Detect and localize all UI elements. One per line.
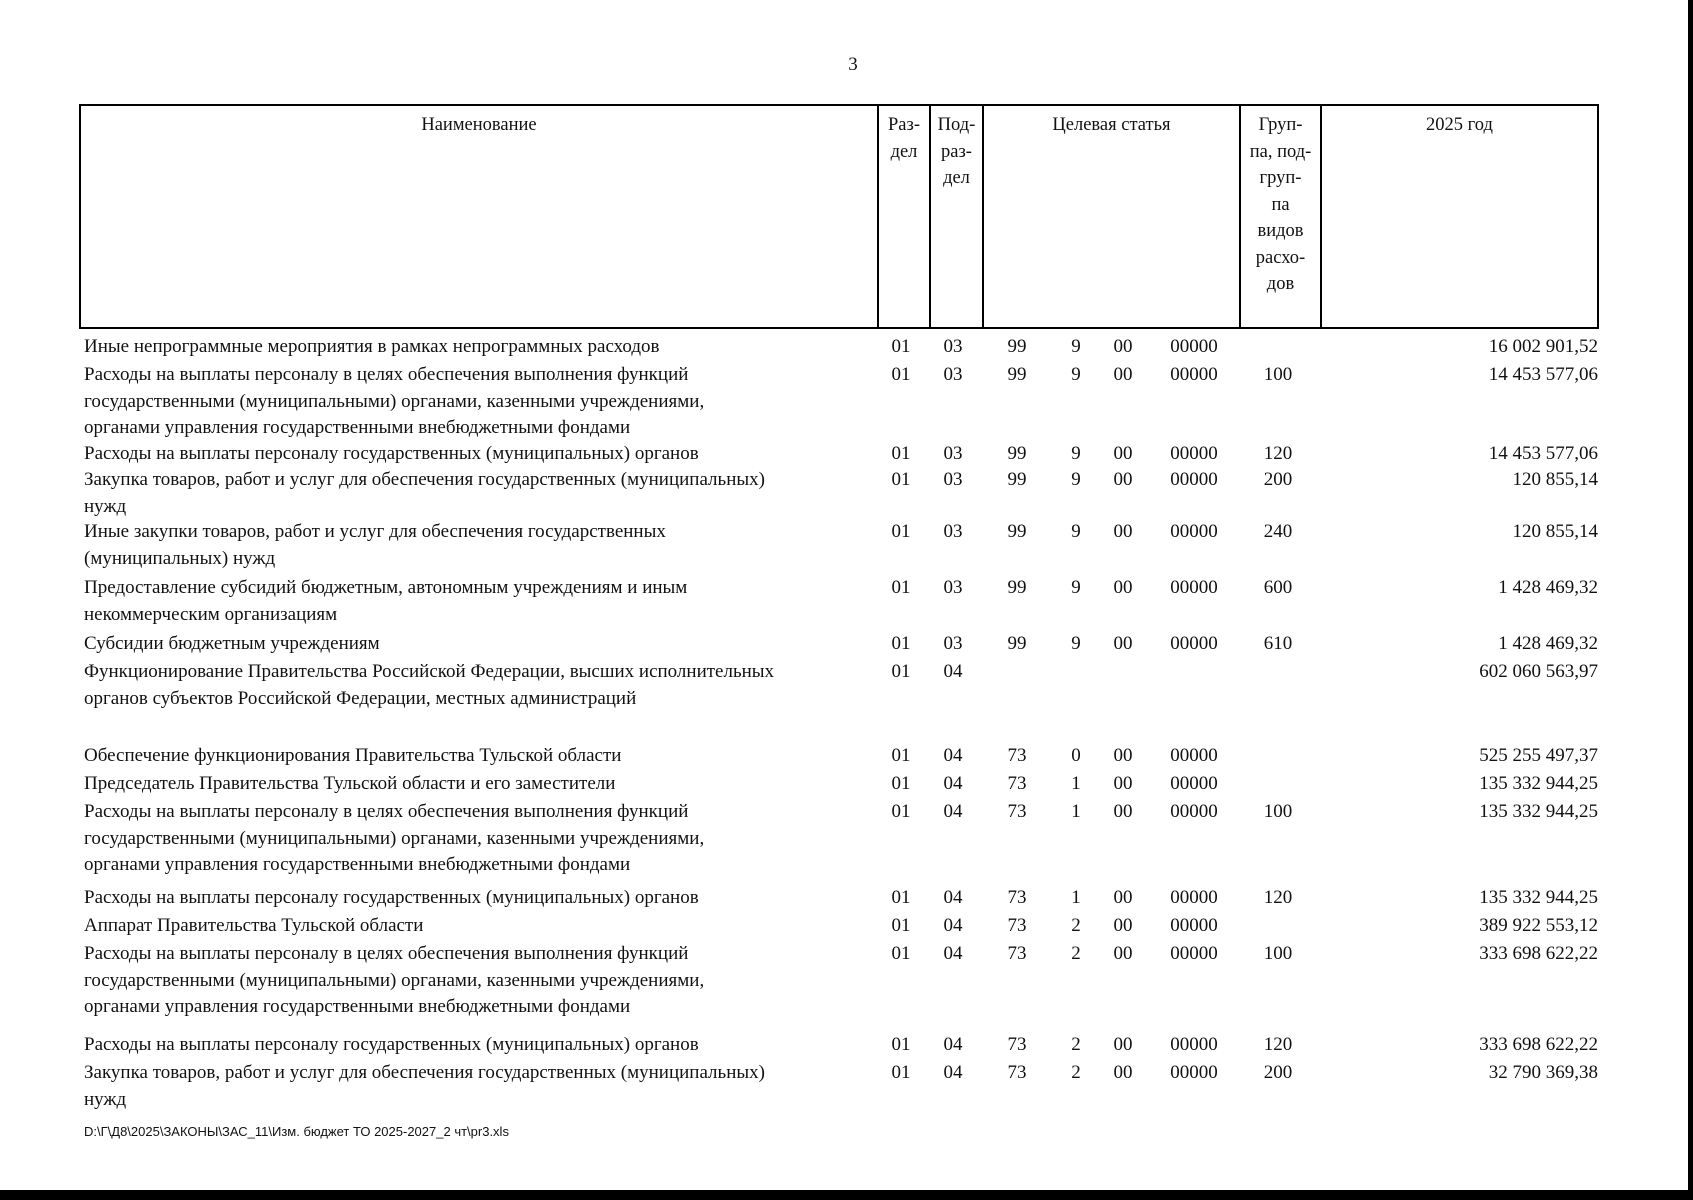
podrazdel-cell: 04: [943, 773, 963, 794]
podrazdel-cell: 03: [943, 364, 963, 385]
amount-cell: 14 453 577,06: [1488, 364, 1598, 385]
target-code-cell: 00000: [1170, 745, 1218, 766]
name-line: Расходы на выплаты персоналу государственных (муниципальных) органов: [84, 443, 699, 464]
header-year-label: 2025 год: [1426, 115, 1493, 135]
target-code-cell: 00000: [1170, 633, 1218, 654]
name-line: Функционирование Правительства Российской Федерации, высших исполнительных: [84, 661, 775, 682]
razdel-cell: 01: [891, 336, 911, 357]
target-direction-cell: 00: [1113, 633, 1133, 654]
target-code-cell: 00000: [1170, 773, 1218, 794]
target-subprogram-cell: 9: [1071, 633, 1081, 654]
podrazdel-cell: 03: [943, 633, 963, 654]
name-line: Расходы на выплаты персоналу государственных (муниципальных) органов: [84, 887, 699, 908]
target-direction-cell: 00: [1113, 915, 1133, 936]
amount-cell: 135 332 944,25: [1479, 773, 1598, 794]
podrazdel-cell: 04: [943, 915, 963, 936]
page-number: 3: [848, 54, 858, 75]
expense-group-cell: 100: [1263, 943, 1293, 964]
name-line: Расходы на выплаты персоналу государственных (муниципальных) органов: [84, 1034, 699, 1055]
podrazdel-cell: 03: [943, 336, 963, 357]
target-subprogram-cell: 9: [1071, 364, 1081, 385]
razdel-cell: 01: [891, 887, 911, 908]
header-group-line: видов: [1257, 221, 1304, 241]
name-cell: [84, 362, 874, 442]
podrazdel-cell: 04: [943, 1062, 963, 1083]
header-podrazdel-line: Под-: [937, 115, 976, 135]
target-direction-cell: 00: [1113, 521, 1133, 542]
target-code-cell: 00000: [1170, 1062, 1218, 1083]
target-subprogram-cell: 9: [1071, 469, 1081, 490]
name-line: Обеспечение функционирования Правительства Тульской области: [84, 745, 622, 766]
name-line: Расходы на выплаты персоналу в целях обеспечения выполнения функций: [84, 801, 689, 822]
podrazdel-cell: 04: [943, 661, 963, 682]
expense-group-cell: 100: [1263, 364, 1293, 385]
target-subprogram-cell: 1: [1071, 801, 1081, 822]
name-line: органами управления государственными внебюджетными фондами: [84, 417, 631, 438]
header-razdel-line: дел: [890, 141, 918, 162]
podrazdel-cell: 03: [943, 521, 963, 542]
target-code-cell: 00000: [1170, 943, 1218, 964]
target-code-cell: 00000: [1170, 915, 1218, 936]
target-program-cell: 99: [1007, 469, 1027, 490]
razdel-cell: 01: [891, 773, 911, 794]
target-code-cell: 00000: [1170, 577, 1218, 598]
amount-cell: 602 060 563,97: [1479, 661, 1598, 682]
expense-group-cell: 610: [1263, 633, 1293, 654]
target-subprogram-cell: 9: [1071, 336, 1081, 357]
name-cell: [84, 467, 874, 520]
name-line: Субсидии бюджетным учреждениям: [84, 633, 380, 654]
name-line: некоммерческим организациям: [84, 603, 338, 625]
target-program-cell: 99: [1007, 336, 1027, 357]
amount-cell: 32 790 369,38: [1488, 1062, 1598, 1083]
header-group-line: расхо-: [1255, 247, 1306, 268]
target-direction-cell: 00: [1113, 1062, 1133, 1083]
target-direction-cell: 00: [1113, 801, 1133, 822]
razdel-cell: 01: [891, 745, 911, 766]
expense-group-cell: 120: [1263, 443, 1293, 464]
target-subprogram-cell: 2: [1071, 1034, 1081, 1055]
target-direction-cell: 00: [1113, 577, 1133, 598]
name-cell: [84, 1032, 874, 1059]
target-program-cell: 99: [1007, 633, 1027, 654]
razdel-cell: 01: [891, 577, 911, 598]
target-direction-cell: 00: [1113, 943, 1133, 964]
amount-cell: 1 428 469,32: [1498, 577, 1598, 598]
target-code-cell: 00000: [1170, 1034, 1218, 1055]
target-code-cell: 00000: [1170, 801, 1218, 822]
name-cell: [84, 631, 874, 658]
target-direction-cell: 00: [1113, 745, 1133, 766]
target-direction-cell: 00: [1113, 1034, 1133, 1055]
name-cell: [84, 659, 874, 712]
file-path: D:\Г\Д8\2025\ЗАКОНЫ\ЗАС_11\Изм. бюджет ТО 2025-2027_2 чт\pr3.xls: [84, 1124, 509, 1139]
target-subprogram-cell: 9: [1071, 577, 1081, 598]
target-program-cell: 73: [1007, 1062, 1027, 1083]
target-code-cell: 00000: [1170, 364, 1218, 385]
podrazdel-cell: 04: [943, 1034, 963, 1055]
expense-group-cell: 120: [1263, 1034, 1293, 1055]
target-program-cell: 73: [1007, 801, 1027, 822]
name-line: органами управления государственными внебюджетными фондами: [84, 854, 631, 875]
header-group-line: па: [1271, 194, 1290, 215]
header-razdel-line: Раз-: [888, 115, 920, 135]
name-cell: [84, 799, 874, 879]
razdel-cell: 01: [891, 469, 911, 490]
target-subprogram-cell: 1: [1071, 887, 1081, 908]
podrazdel-cell: 03: [943, 469, 963, 490]
amount-cell: 333 698 622,22: [1479, 943, 1598, 964]
name-line: Расходы на выплаты персоналу в целях обеспечения выполнения функций: [84, 943, 689, 964]
razdel-cell: 01: [891, 801, 911, 822]
target-direction-cell: 00: [1113, 773, 1133, 794]
expense-group-cell: 120: [1263, 887, 1293, 908]
amount-cell: 135 332 944,25: [1479, 801, 1598, 822]
target-code-cell: 00000: [1170, 887, 1218, 908]
expense-group-cell: 100: [1263, 801, 1293, 822]
target-program-cell: 73: [1007, 887, 1027, 908]
expense-group-cell: 240: [1263, 521, 1293, 542]
expense-group-cell: 200: [1263, 469, 1293, 490]
razdel-cell: 01: [891, 943, 911, 964]
name-line: нужд: [84, 495, 127, 517]
target-direction-cell: 00: [1113, 887, 1133, 908]
name-cell: [84, 519, 874, 572]
header-podrazdel-line: раз-: [941, 141, 972, 162]
name-line: Закупка товаров, работ и услуг для обеспечения государственных (муниципальных): [84, 469, 765, 490]
name-line: Иные непрограммные мероприятия в рамках непрограммных расходов: [84, 336, 660, 357]
name-line: государственными (муниципальными) органами, казенными учреждениями,: [84, 969, 705, 991]
name-line: Аппарат Правительства Тульской области: [84, 915, 424, 936]
header-group-line: па, под-: [1249, 141, 1312, 162]
target-subprogram-cell: 2: [1071, 915, 1081, 936]
amount-cell: 120 855,14: [1512, 521, 1598, 542]
name-cell: [84, 941, 874, 1021]
header-podrazdel-line: дел: [943, 168, 970, 188]
name-cell: [84, 441, 874, 468]
name-cell: [84, 1060, 874, 1113]
target-program-cell: 99: [1007, 443, 1027, 464]
name-cell: [84, 771, 874, 798]
target-program-cell: 73: [1007, 915, 1027, 936]
podrazdel-cell: 03: [943, 577, 963, 598]
target-program-cell: 73: [1007, 745, 1027, 766]
name-cell: [84, 913, 874, 940]
podrazdel-cell: 03: [943, 443, 963, 464]
target-subprogram-cell: 2: [1071, 1062, 1081, 1083]
name-cell: [84, 575, 874, 628]
name-cell: [84, 743, 874, 770]
amount-cell: 16 002 901,52: [1488, 336, 1598, 357]
target-subprogram-cell: 9: [1071, 443, 1081, 464]
name-cell: [84, 885, 874, 912]
name-cell: [84, 334, 874, 361]
target-subprogram-cell: 1: [1071, 773, 1081, 794]
header-target-label: Целевая статья: [1052, 115, 1171, 135]
amount-cell: 14 453 577,06: [1488, 443, 1598, 464]
name-line: (муниципальных) нужд: [84, 547, 276, 569]
header-group-line: груп-: [1259, 168, 1302, 188]
target-code-cell: 00000: [1170, 336, 1218, 357]
podrazdel-cell: 04: [943, 887, 963, 908]
name-line: нужд: [84, 1088, 127, 1110]
razdel-cell: 01: [891, 1062, 911, 1083]
name-line: органами управления государственными внебюджетными фондами: [84, 996, 631, 1017]
target-subprogram-cell: 9: [1071, 521, 1081, 542]
name-line: Расходы на выплаты персоналу в целях обеспечения выполнения функций: [84, 364, 689, 385]
amount-cell: 135 332 944,25: [1479, 887, 1598, 908]
target-direction-cell: 00: [1113, 336, 1133, 357]
podrazdel-cell: 04: [943, 801, 963, 822]
target-direction-cell: 00: [1113, 443, 1133, 464]
name-line: органов субъектов Российской Федерации, местных администраций: [84, 687, 637, 709]
razdel-cell: 01: [891, 633, 911, 654]
header-group-line: дов: [1266, 274, 1295, 294]
scan-bottom-band: [0, 1190, 1693, 1200]
podrazdel-cell: 04: [943, 745, 963, 766]
target-program-cell: 99: [1007, 521, 1027, 542]
target-subprogram-cell: 0: [1071, 745, 1081, 766]
expense-group-cell: 200: [1263, 1062, 1293, 1083]
target-subprogram-cell: 2: [1071, 943, 1081, 964]
amount-cell: 525 255 497,37: [1479, 745, 1598, 766]
expense-group-cell: 600: [1263, 577, 1293, 598]
name-line: Иные закупки товаров, работ и услуг для обеспечения государственных: [84, 521, 666, 542]
target-code-cell: 00000: [1170, 469, 1218, 490]
name-line: Председатель Правительства Тульской области и его заместители: [84, 773, 616, 794]
amount-cell: 120 855,14: [1512, 469, 1598, 490]
razdel-cell: 01: [891, 443, 911, 464]
scan-edge: [1688, 0, 1693, 1200]
razdel-cell: 01: [891, 1034, 911, 1055]
amount-cell: 389 922 553,12: [1479, 915, 1598, 936]
target-direction-cell: 00: [1113, 469, 1133, 490]
razdel-cell: 01: [891, 915, 911, 936]
razdel-cell: 01: [891, 661, 911, 682]
target-program-cell: 73: [1007, 943, 1027, 964]
target-program-cell: 73: [1007, 773, 1027, 794]
target-program-cell: 73: [1007, 1034, 1027, 1055]
header-name-label: Наименование: [421, 115, 537, 135]
name-line: Предоставление субсидий бюджетным, автономным учреждениям и иным: [84, 577, 688, 598]
target-code-cell: 00000: [1170, 443, 1218, 464]
header-group-line: Груп-: [1258, 115, 1303, 135]
amount-cell: 1 428 469,32: [1498, 633, 1598, 654]
target-code-cell: 00000: [1170, 521, 1218, 542]
amount-cell: 333 698 622,22: [1479, 1034, 1598, 1055]
target-program-cell: 99: [1007, 364, 1027, 385]
target-direction-cell: 00: [1113, 364, 1133, 385]
name-line: государственными (муниципальными) органами, казенными учреждениями,: [84, 390, 705, 412]
name-line: государственными (муниципальными) органами, казенными учреждениями,: [84, 827, 705, 849]
razdel-cell: 01: [891, 521, 911, 542]
razdel-cell: 01: [891, 364, 911, 385]
target-program-cell: 99: [1007, 577, 1027, 598]
podrazdel-cell: 04: [943, 943, 963, 964]
name-line: Закупка товаров, работ и услуг для обеспечения государственных (муниципальных): [84, 1062, 765, 1083]
